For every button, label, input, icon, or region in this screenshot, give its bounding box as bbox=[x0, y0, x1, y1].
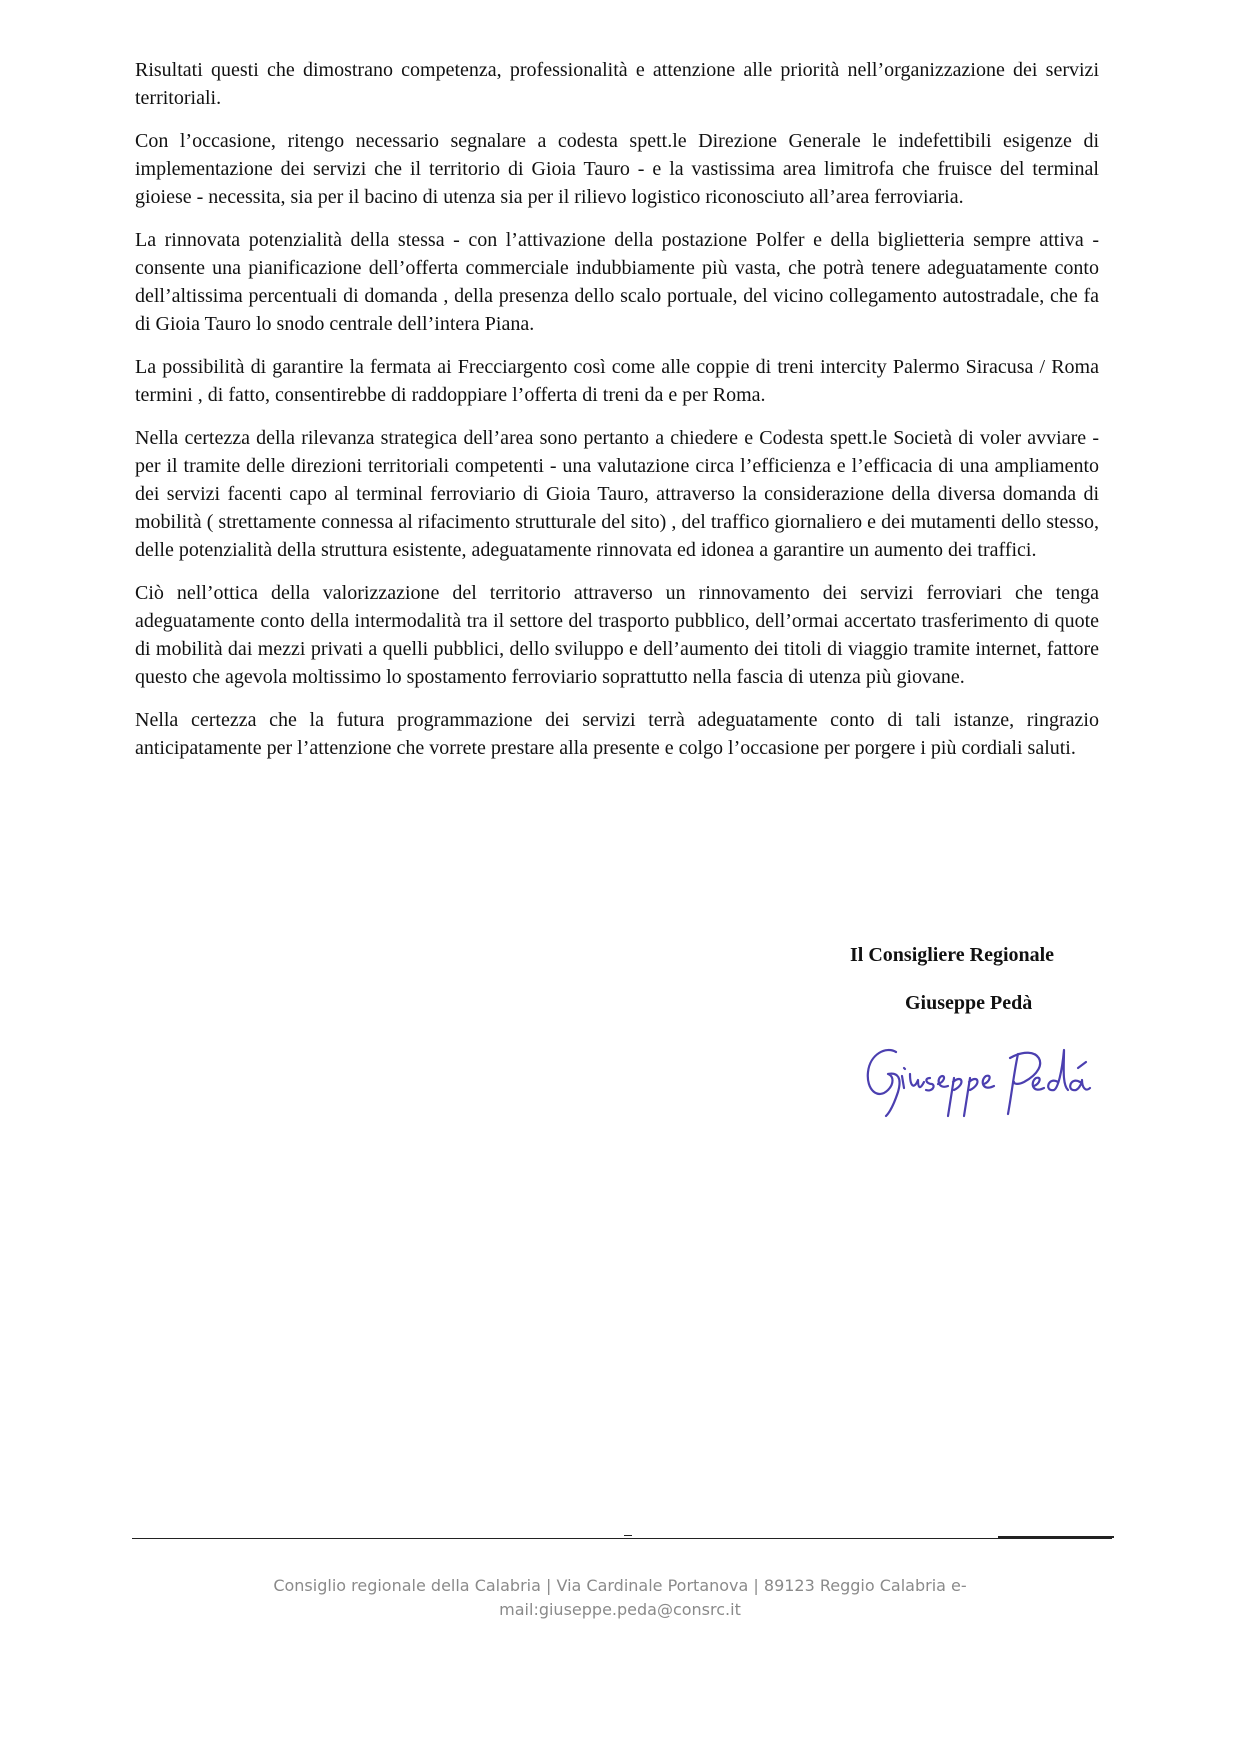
body-paragraph-5: Nella certezza della rilevanza strategica dell’area sono pertanto a chiedere e Codesta spett.le Società di voler avviare - per il tramite delle direzioni territoriali competenti - una valutazione circa l’efficienza e l’efficacia di una ampliamento dei servizi facenti capo al terminal ferroviario di Gioia Tauro, attraverso la considerazione della diversa domanda di mobilità ( strettamente connessa al rifacimento strutturale del sito) , del traffico giornaliero e dei mutamenti dello stesso, delle potenzialità della struttura esistente, adeguatamente rinnovata ed idonea a garantire un aumento dei traffici. bbox=[135, 427, 1099, 561]
body-paragraph-7: Nella certezza che la futura programmazione dei servizi terrà adeguatamente conto di tali istanze, ringrazio anticipatamente per l’attenzione che vorrete prestare alla presente e colgo l’occasione per porgere i più cordiali saluti. bbox=[135, 709, 1099, 759]
footer-divider bbox=[132, 1538, 1112, 1539]
signatory-name: Giuseppe Pedà bbox=[905, 992, 1033, 1014]
handwritten-signature bbox=[858, 1032, 1098, 1122]
footer-line-1: Consiglio regionale della Calabria | Via Cardinale Portanova | 89123 Reggio Calabria e- bbox=[273, 1576, 967, 1595]
footer-line-2: mail:giuseppe.peda@consrc.it bbox=[499, 1600, 741, 1619]
body-paragraph-4: La possibilità di garantire la fermata ai Frecciargento così come alle coppie di treni intercity Palermo Siracusa / Roma termini , di fatto, consentirebbe di raddoppiare l’offerta di treni da e per Roma. bbox=[135, 356, 1099, 406]
letter-body bbox=[135, 56, 1099, 777]
body-paragraph-1: Risultati questi che dimostrano competenza, professionalità e attenzione alle priorità nell’organizzazione dei servizi territoriali. bbox=[135, 59, 1099, 109]
footer-contact bbox=[180, 1574, 1060, 1622]
body-paragraph-6: Ciò nell’ottica della valorizzazione del territorio attraverso un rinnovamento dei servizi ferroviari che tenga adeguatamente conto della intermodalità tra il settore del trasporto pubblico, dell’ormai accertato trasferimento di quote di mobilità dai mezzi privati a quelli pubblici, dello sviluppo e dell’aumento dei titoli di viaggio tramite internet, fattore questo che agevola moltissimo lo spostamento ferroviario soprattutto nella fascia di utenza più giovane. bbox=[135, 582, 1099, 688]
footer-divider-mark bbox=[624, 1535, 632, 1536]
body-paragraph-2: Con l’occasione, ritengo necessario segnalare a codesta spett.le Direzione Generale le indefettibili esigenze di implementazione dei servizi che il territorio di Gioia Tauro - e la vastissima area limitrofa che fruisce del terminal gioiese - necessita, sia per il bacino di utenza sia per il rilievo logistico riconosciuto all’area ferroviaria. bbox=[135, 130, 1099, 208]
footer-divider-accent bbox=[998, 1536, 1114, 1538]
body-paragraph-3: La rinnovata potenzialità della stessa - con l’attivazione della postazione Polfer e della biglietteria sempre attiva - consente una pianificazione dell’offerta commerciale indubbiamente più vasta, che potrà tenere adeguatamente conto dell’altissima percentuali di domanda , della presenza dello scalo portuale, del vicino collegamento autostradale, che fa di Gioia Tauro lo snodo centrale dell’intera Piana. bbox=[135, 229, 1099, 335]
signatory-role: Il Consigliere Regionale bbox=[850, 944, 1055, 966]
